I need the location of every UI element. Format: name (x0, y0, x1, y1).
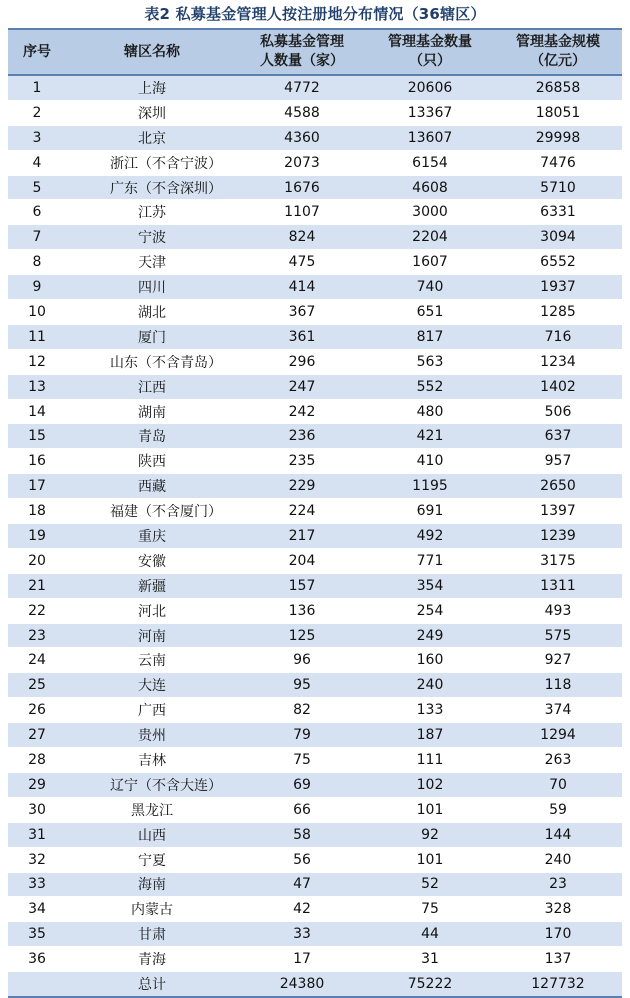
cell-region: 西藏 (66, 474, 238, 499)
cell-managers: 475 (238, 250, 366, 275)
cell-region: 贵州 (66, 723, 238, 748)
cell-region: 福建（不含厦门） (66, 499, 238, 524)
table-row (8, 474, 622, 499)
cell-managers: 157 (238, 573, 366, 598)
cell-funds: 240 (366, 673, 494, 698)
cell-region: 深圳 (66, 100, 238, 125)
cell-funds: 691 (366, 499, 494, 524)
total-managers: 24380 (238, 972, 366, 997)
cell-region: 青海 (66, 947, 238, 972)
total-row (8, 972, 622, 997)
cell-region: 湖北 (66, 300, 238, 325)
cell-funds: 111 (366, 748, 494, 773)
cell-index: 8 (8, 250, 66, 275)
cell-managers: 224 (238, 499, 366, 524)
cell-region: 大连 (66, 673, 238, 698)
cell-funds: 4608 (366, 175, 494, 200)
header-scale-line1: 管理基金规模 (516, 34, 600, 50)
cell-scale: 18051 (494, 100, 622, 125)
cell-scale: 263 (494, 748, 622, 773)
cell-index: 1 (8, 75, 66, 100)
cell-managers: 204 (238, 548, 366, 573)
cell-index: 21 (8, 573, 66, 598)
total-scale: 127732 (494, 972, 622, 997)
cell-managers: 75 (238, 748, 366, 773)
cell-index: 30 (8, 797, 66, 822)
cell-index: 14 (8, 399, 66, 424)
table-row (8, 324, 622, 349)
table-row (8, 399, 622, 424)
cell-managers: 56 (238, 847, 366, 872)
cell-managers: 82 (238, 698, 366, 723)
header-managers (238, 29, 366, 75)
cell-funds: 52 (366, 872, 494, 897)
cell-funds: 92 (366, 822, 494, 847)
cell-index: 22 (8, 598, 66, 623)
table-row (8, 897, 622, 922)
cell-funds: 1195 (366, 474, 494, 499)
table-row (8, 125, 622, 150)
cell-index: 15 (8, 424, 66, 449)
header-scale-line2: （亿元） (530, 53, 586, 69)
header-managers-line1: 私募基金管理 (260, 34, 344, 50)
cell-scale: 493 (494, 598, 622, 623)
cell-index: 23 (8, 623, 66, 648)
cell-index: 13 (8, 374, 66, 399)
cell-managers: 47 (238, 872, 366, 897)
table-row (8, 349, 622, 374)
header-managers-line2: 人数量（家） (260, 53, 344, 69)
cell-region: 海南 (66, 872, 238, 897)
cell-scale: 328 (494, 897, 622, 922)
cell-index: 36 (8, 947, 66, 972)
cell-index: 10 (8, 300, 66, 325)
table-row (8, 424, 622, 449)
header-index: 序号 (8, 29, 66, 75)
cell-managers: 824 (238, 225, 366, 250)
cell-managers: 125 (238, 623, 366, 648)
cell-scale: 716 (494, 324, 622, 349)
cell-index: 32 (8, 847, 66, 872)
cell-scale: 374 (494, 698, 622, 723)
cell-scale: 1311 (494, 573, 622, 598)
table-row (8, 847, 622, 872)
table-row (8, 150, 622, 175)
cell-scale: 170 (494, 922, 622, 947)
cell-funds: 740 (366, 275, 494, 300)
cell-managers: 2073 (238, 150, 366, 175)
table-row (8, 548, 622, 573)
cell-scale: 1234 (494, 349, 622, 374)
cell-region: 北京 (66, 125, 238, 150)
cell-region: 内蒙古 (66, 897, 238, 922)
cell-region: 广东（不含深圳） (66, 175, 238, 200)
header-funds-line1: 管理基金数量 (388, 34, 472, 50)
table-row (8, 947, 622, 972)
cell-managers: 414 (238, 275, 366, 300)
cell-managers: 247 (238, 374, 366, 399)
cell-index: 24 (8, 648, 66, 673)
cell-index: 17 (8, 474, 66, 499)
cell-region: 辽宁（不含大连） (66, 772, 238, 797)
total-funds: 75222 (366, 972, 494, 997)
cell-index: 19 (8, 524, 66, 549)
table-row (8, 748, 622, 773)
cell-scale: 506 (494, 399, 622, 424)
cell-index: 6 (8, 200, 66, 225)
cell-managers: 1107 (238, 200, 366, 225)
cell-funds: 2204 (366, 225, 494, 250)
cell-index: 3 (8, 125, 66, 150)
table-body (8, 75, 622, 997)
cell-managers: 136 (238, 598, 366, 623)
cell-region: 新疆 (66, 573, 238, 598)
cell-managers: 69 (238, 772, 366, 797)
cell-funds: 6154 (366, 150, 494, 175)
cell-scale: 7476 (494, 150, 622, 175)
cell-funds: 133 (366, 698, 494, 723)
table-row (8, 75, 622, 100)
cell-index: 12 (8, 349, 66, 374)
cell-index: 18 (8, 499, 66, 524)
cell-scale: 6331 (494, 200, 622, 225)
cell-scale: 144 (494, 822, 622, 847)
data-table (8, 28, 622, 998)
cell-scale: 29998 (494, 125, 622, 150)
cell-index: 9 (8, 275, 66, 300)
cell-managers: 66 (238, 797, 366, 822)
table-row (8, 573, 622, 598)
table-title: 表2 私募基金管理人按注册地分布情况（36辖区） (144, 5, 486, 23)
cell-region: 安徽 (66, 548, 238, 573)
cell-scale: 1402 (494, 374, 622, 399)
cell-funds: 187 (366, 723, 494, 748)
cell-scale: 23 (494, 872, 622, 897)
cell-index: 33 (8, 872, 66, 897)
cell-index: 7 (8, 225, 66, 250)
cell-index: 29 (8, 772, 66, 797)
table-row (8, 797, 622, 822)
table-row (8, 723, 622, 748)
cell-funds: 552 (366, 374, 494, 399)
total-label: 总计 (66, 972, 238, 997)
cell-managers: 296 (238, 349, 366, 374)
cell-region: 青岛 (66, 424, 238, 449)
cell-region: 四川 (66, 275, 238, 300)
cell-funds: 101 (366, 797, 494, 822)
cell-scale: 240 (494, 847, 622, 872)
cell-scale: 2650 (494, 474, 622, 499)
header-funds-line2: （只） (409, 53, 451, 69)
cell-scale: 5710 (494, 175, 622, 200)
table-row (8, 524, 622, 549)
cell-scale: 957 (494, 449, 622, 474)
cell-funds: 563 (366, 349, 494, 374)
cell-region: 宁夏 (66, 847, 238, 872)
cell-index: 35 (8, 922, 66, 947)
cell-funds: 160 (366, 648, 494, 673)
cell-managers: 217 (238, 524, 366, 549)
table-row (8, 922, 622, 947)
cell-region: 山东（不含青岛） (66, 349, 238, 374)
cell-index: 5 (8, 175, 66, 200)
cell-scale: 1285 (494, 300, 622, 325)
cell-funds: 20606 (366, 75, 494, 100)
cell-funds: 13367 (366, 100, 494, 125)
cell-managers: 4360 (238, 125, 366, 150)
cell-funds: 75 (366, 897, 494, 922)
cell-scale: 6552 (494, 250, 622, 275)
cell-region: 云南 (66, 648, 238, 673)
cell-scale: 1397 (494, 499, 622, 524)
table-header (8, 29, 622, 75)
cell-managers: 229 (238, 474, 366, 499)
cell-region: 广西 (66, 698, 238, 723)
cell-scale: 1937 (494, 275, 622, 300)
table-row (8, 449, 622, 474)
table-row (8, 872, 622, 897)
cell-index: 25 (8, 673, 66, 698)
table-row (8, 499, 622, 524)
cell-funds: 410 (366, 449, 494, 474)
cell-funds: 13607 (366, 125, 494, 150)
cell-managers: 367 (238, 300, 366, 325)
cell-funds: 492 (366, 524, 494, 549)
table-row (8, 374, 622, 399)
table-row (8, 100, 622, 125)
cell-funds: 771 (366, 548, 494, 573)
cell-scale: 3175 (494, 548, 622, 573)
cell-scale: 26858 (494, 75, 622, 100)
cell-managers: 1676 (238, 175, 366, 200)
cell-scale: 927 (494, 648, 622, 673)
cell-scale: 3094 (494, 225, 622, 250)
cell-managers: 361 (238, 324, 366, 349)
cell-index: 11 (8, 324, 66, 349)
cell-region: 陕西 (66, 449, 238, 474)
cell-managers: 96 (238, 648, 366, 673)
cell-funds: 254 (366, 598, 494, 623)
header-scale (494, 29, 622, 75)
cell-scale: 118 (494, 673, 622, 698)
cell-region: 山西 (66, 822, 238, 847)
cell-index: 31 (8, 822, 66, 847)
cell-funds: 3000 (366, 200, 494, 225)
cell-index: 2 (8, 100, 66, 125)
cell-index: 20 (8, 548, 66, 573)
cell-index: 27 (8, 723, 66, 748)
cell-scale: 1294 (494, 723, 622, 748)
cell-funds: 1607 (366, 250, 494, 275)
cell-index: 4 (8, 150, 66, 175)
table-row (8, 275, 622, 300)
cell-region: 上海 (66, 75, 238, 100)
cell-index: 16 (8, 449, 66, 474)
cell-funds: 480 (366, 399, 494, 424)
table-row (8, 200, 622, 225)
cell-scale: 59 (494, 797, 622, 822)
cell-region: 厦门 (66, 324, 238, 349)
header-region: 辖区名称 (66, 29, 238, 75)
cell-region: 天津 (66, 250, 238, 275)
cell-region: 江苏 (66, 200, 238, 225)
cell-scale: 1239 (494, 524, 622, 549)
cell-index: 26 (8, 698, 66, 723)
table-row (8, 673, 622, 698)
cell-managers: 79 (238, 723, 366, 748)
cell-scale: 637 (494, 424, 622, 449)
cell-index: 28 (8, 748, 66, 773)
cell-managers: 58 (238, 822, 366, 847)
cell-region: 重庆 (66, 524, 238, 549)
cell-region: 甘肃 (66, 922, 238, 947)
cell-funds: 101 (366, 847, 494, 872)
table-row (8, 225, 622, 250)
cell-funds: 249 (366, 623, 494, 648)
table-row (8, 698, 622, 723)
table-row (8, 772, 622, 797)
cell-managers: 4588 (238, 100, 366, 125)
cell-region: 河北 (66, 598, 238, 623)
cell-managers: 95 (238, 673, 366, 698)
table-row (8, 648, 622, 673)
cell-region: 黑龙江 (66, 797, 238, 822)
cell-funds: 421 (366, 424, 494, 449)
cell-managers: 17 (238, 947, 366, 972)
cell-funds: 817 (366, 324, 494, 349)
cell-region: 江西 (66, 374, 238, 399)
cell-region: 宁波 (66, 225, 238, 250)
cell-managers: 236 (238, 424, 366, 449)
cell-region: 吉林 (66, 748, 238, 773)
cell-funds: 44 (366, 922, 494, 947)
cell-scale: 575 (494, 623, 622, 648)
table-row (8, 822, 622, 847)
table-row (8, 598, 622, 623)
table-row (8, 300, 622, 325)
cell-funds: 354 (366, 573, 494, 598)
total-index-cell (8, 972, 66, 997)
cell-managers: 4772 (238, 75, 366, 100)
table-row (8, 250, 622, 275)
cell-funds: 31 (366, 947, 494, 972)
table-row (8, 623, 622, 648)
cell-managers: 242 (238, 399, 366, 424)
table-row (8, 175, 622, 200)
cell-managers: 235 (238, 449, 366, 474)
cell-managers: 33 (238, 922, 366, 947)
header-funds (366, 29, 494, 75)
cell-funds: 651 (366, 300, 494, 325)
cell-scale: 137 (494, 947, 622, 972)
cell-scale: 70 (494, 772, 622, 797)
cell-region: 湖南 (66, 399, 238, 424)
cell-region: 河南 (66, 623, 238, 648)
cell-region: 浙江（不含宁波） (66, 150, 238, 175)
cell-index: 34 (8, 897, 66, 922)
cell-managers: 42 (238, 897, 366, 922)
cell-funds: 102 (366, 772, 494, 797)
